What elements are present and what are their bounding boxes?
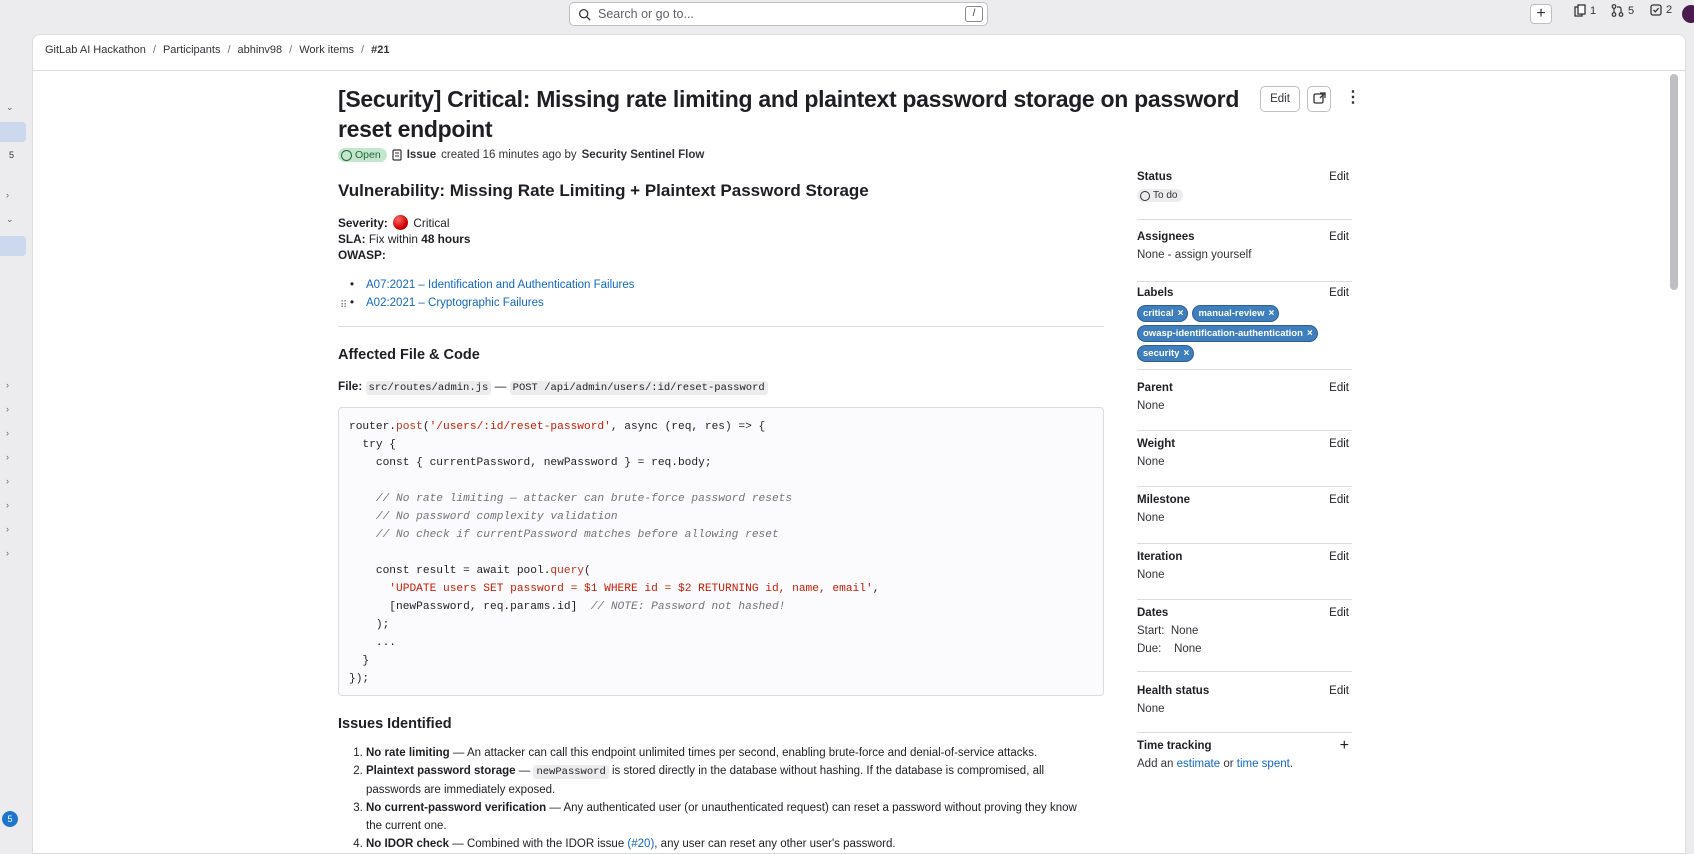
- breadcrumb-item[interactable]: Work items: [299, 44, 355, 56]
- external-link-icon: [1313, 92, 1326, 105]
- iteration-value: None: [1137, 569, 1165, 581]
- dash: —: [494, 379, 507, 393]
- assignees-label: Assignees: [1137, 231, 1195, 243]
- file-label: File:: [338, 379, 363, 393]
- due-label: Due:: [1137, 643, 1162, 655]
- breadcrumb: GitLab AI Hackathon / Participants / abhinv98 / Work items / #21: [45, 44, 390, 56]
- issues-count: 2: [1666, 4, 1673, 16]
- sla-line: [338, 232, 470, 246]
- divider: [1137, 671, 1352, 672]
- sla-label: SLA:: [338, 232, 366, 246]
- weight-label: Weight: [1137, 438, 1176, 450]
- chevron-right-icon[interactable]: ›: [6, 500, 9, 510]
- milestone-value: None: [1137, 512, 1165, 524]
- avatar[interactable]: [1682, 5, 1694, 23]
- iteration-edit-button[interactable]: Edit: [1329, 551, 1349, 563]
- notification-badge[interactable]: 5: [2, 811, 18, 827]
- dates-label: Dates: [1137, 607, 1169, 619]
- divider: [1137, 281, 1352, 282]
- scrollbar[interactable]: [1670, 74, 1678, 290]
- file-path: src/routes/admin.js: [366, 381, 492, 395]
- search-placeholder: Search or go to...: [598, 7, 694, 21]
- weight-section: [1137, 438, 1352, 468]
- status-badge-label: Open: [355, 149, 381, 161]
- add-time-icon[interactable]: +: [1339, 737, 1349, 754]
- divider: [1137, 369, 1352, 370]
- merge-requests-count: 5: [1628, 4, 1635, 17]
- list-item: 2. Plaintext password storage — newPassword is stored directly in the database without hashing. If the database is compromised, all passwords are immediately exposed.: [366, 762, 1086, 799]
- status-badge: [338, 148, 387, 162]
- close-icon[interactable]: ×: [1177, 308, 1184, 319]
- search-input[interactable]: [569, 2, 988, 26]
- divider: [1137, 732, 1352, 733]
- iteration-section: [1137, 551, 1352, 581]
- divider: [1137, 543, 1352, 544]
- due-value: None: [1174, 643, 1202, 655]
- severity-value: Critical: [413, 216, 450, 230]
- owasp-line: [338, 248, 386, 262]
- health-edit-button[interactable]: Edit: [1329, 685, 1349, 697]
- issue-link[interactable]: (#20): [627, 838, 655, 850]
- close-icon[interactable]: ×: [1268, 308, 1275, 319]
- time-tracking-label: Time tracking: [1137, 740, 1212, 752]
- list-item: [352, 297, 544, 309]
- close-icon[interactable]: ×: [1306, 328, 1313, 339]
- file-line: [338, 379, 768, 394]
- issue-meta: [338, 148, 704, 162]
- parent-edit-button[interactable]: Edit: [1329, 382, 1349, 394]
- issue-type: Issue: [406, 149, 437, 161]
- divider: [32, 70, 1686, 71]
- owasp-link[interactable]: A07:2021 – Identification and Authentication Failures: [366, 279, 635, 291]
- list-item: 3. No current-password verification — Any authenticated user (or unauthenticated request) can reset a password without proving they know the current one.: [366, 799, 1086, 835]
- merge-request-icon: [1611, 4, 1624, 17]
- divider: [1137, 430, 1352, 431]
- issues-list: [366, 744, 1086, 853]
- created-text: created 16 minutes ago by: [441, 149, 577, 161]
- chevron-down-icon[interactable]: ⌄: [6, 102, 14, 112]
- chevron-right-icon[interactable]: ›: [6, 190, 9, 200]
- assignees-value[interactable]: None - assign yourself: [1137, 249, 1252, 261]
- chevron-down-icon[interactable]: ⌄: [6, 214, 14, 224]
- sla-prefix: Fix within: [368, 232, 418, 246]
- dates-edit-button[interactable]: Edit: [1329, 607, 1349, 619]
- affected-heading: Affected File & Code: [338, 347, 480, 363]
- description-heading: Vulnerability: Missing Rate Limiting + Plaintext Password Storage: [338, 181, 869, 200]
- code-block: router.post('/users/:id/reset-password', async (req, res) => { try { const { currentPassword, newPassword } = req.body; // No rate limiting — attacker can brute-force password resets // No password complexity validation // No check if currentPassword matches before allowing reset const result = await pool.query( 'UPDATE users SET password = $1 WHERE id = $2 RETURNING id, name, email', [newPassword, req.params.id] // NOTE: Password not hashed! ); ... } });: [338, 407, 1104, 696]
- milestone-label: Milestone: [1137, 494, 1191, 506]
- time-tracking-help: Add an estimate or time spent.: [1137, 758, 1294, 770]
- endpoint: POST /api/admin/users/:id/reset-password: [510, 381, 768, 395]
- issues-heading: Issues Identified: [338, 716, 452, 732]
- divider: [1137, 599, 1352, 600]
- status-section: [1137, 171, 1352, 204]
- new-related-button[interactable]: [1307, 86, 1331, 112]
- sidebar-item-active[interactable]: [0, 122, 26, 142]
- divider: [1137, 219, 1352, 220]
- health-value: None: [1137, 703, 1165, 715]
- status-edit-button[interactable]: Edit: [1329, 171, 1349, 183]
- todos-count: 1: [1590, 4, 1597, 17]
- sidebar-count: 5: [9, 150, 15, 160]
- label-chip[interactable]: security ×: [1137, 345, 1194, 362]
- health-section: [1137, 685, 1352, 715]
- more-actions-icon[interactable]: ⋮: [1345, 89, 1361, 106]
- sidebar-item-selected[interactable]: [0, 236, 26, 256]
- parent-label: Parent: [1137, 382, 1173, 394]
- drag-handle-icon[interactable]: ⠿: [340, 300, 348, 311]
- chevron-right-icon[interactable]: ›: [6, 404, 9, 414]
- chevron-right-icon[interactable]: ›: [6, 524, 9, 534]
- status-label: Status: [1137, 171, 1173, 183]
- health-label: Health status: [1137, 685, 1210, 697]
- open-circle-icon: [341, 150, 352, 161]
- breadcrumb-current[interactable]: #21: [371, 44, 390, 56]
- merge-requests-button[interactable]: [1611, 4, 1634, 17]
- weight-value: None: [1137, 456, 1165, 468]
- copy-icon: [1574, 4, 1586, 17]
- time-tracking-section: [1137, 737, 1352, 770]
- todos-button[interactable]: [1574, 4, 1596, 17]
- breadcrumb-item[interactable]: Participants: [162, 44, 221, 56]
- status-value: To do: [1153, 190, 1178, 201]
- todo-circle-icon: [1140, 191, 1150, 201]
- milestone-section: [1137, 494, 1352, 524]
- labels-edit-button[interactable]: Edit: [1329, 287, 1349, 299]
- edit-title-button[interactable]: Edit: [1260, 86, 1300, 112]
- page-title: [Security] Critical: Missing rate limiting and plaintext password storage on password reset endpoint: [338, 86, 1240, 142]
- list-item: 1. No rate limiting — An attacker can call this endpoint unlimited times per second, enabling brute-force and denial-of-service attacks.: [366, 744, 1086, 762]
- label-chip[interactable]: owasp-identification-authentication ×: [1137, 325, 1318, 342]
- breadcrumb-item[interactable]: abhinv98: [237, 44, 283, 56]
- owasp-link[interactable]: A02:2021 – Cryptographic Failures: [366, 297, 544, 309]
- issue-type-icon: [392, 149, 402, 161]
- weight-edit-button[interactable]: Edit: [1329, 438, 1349, 450]
- author-link[interactable]: Security Sentinel Flow: [581, 149, 705, 161]
- labels-section: [1137, 287, 1352, 362]
- chevron-right-icon[interactable]: ›: [6, 452, 9, 462]
- start-label: Start:: [1137, 625, 1165, 637]
- breadcrumb-item[interactable]: GitLab AI Hackathon: [45, 44, 146, 56]
- label-chip[interactable]: critical ×: [1137, 305, 1188, 322]
- divider: [338, 326, 1104, 327]
- parent-section: [1137, 382, 1352, 412]
- checkbox-icon: [1650, 4, 1662, 16]
- create-new-button[interactable]: +: [1530, 4, 1552, 24]
- assignees-section: [1137, 231, 1352, 261]
- list-item: [352, 279, 635, 291]
- search-icon: [578, 8, 591, 21]
- dates-section: [1137, 607, 1352, 655]
- status-todo-badge[interactable]: [1137, 189, 1183, 202]
- search-shortcut: /: [965, 6, 983, 22]
- list-item: 4. No IDOR check — Combined with the IDOR issue (#20), any user can reset any other user's password.: [366, 835, 1086, 853]
- divider: [1137, 486, 1352, 487]
- sla-value: 48 hours: [421, 232, 471, 246]
- chevron-right-icon[interactable]: ›: [6, 548, 9, 558]
- labels-list: [1137, 305, 1337, 362]
- milestone-edit-button[interactable]: Edit: [1329, 494, 1349, 506]
- chevron-right-icon[interactable]: ›: [6, 476, 9, 486]
- time-spent-link[interactable]: time spent: [1236, 758, 1290, 770]
- labels-label: Labels: [1137, 287, 1174, 299]
- chevron-right-icon[interactable]: ›: [6, 428, 9, 438]
- owasp-label: OWASP:: [338, 248, 386, 262]
- start-value: None: [1170, 625, 1199, 637]
- chevron-right-icon[interactable]: ›: [6, 380, 9, 390]
- severity-label: Severity:: [338, 216, 388, 230]
- assignees-edit-button[interactable]: Edit: [1329, 231, 1349, 243]
- top-bar: [0, 0, 1694, 30]
- severity-line: [338, 215, 449, 230]
- close-icon[interactable]: ×: [1183, 348, 1190, 359]
- red-circle-icon: [393, 215, 408, 230]
- left-sidebar: [0, 30, 32, 854]
- iteration-label: Iteration: [1137, 551, 1183, 563]
- label-chip[interactable]: manual-review ×: [1192, 305, 1279, 322]
- issues-button[interactable]: [1650, 4, 1672, 16]
- estimate-link[interactable]: estimate: [1176, 758, 1221, 770]
- parent-value: None: [1137, 400, 1165, 412]
